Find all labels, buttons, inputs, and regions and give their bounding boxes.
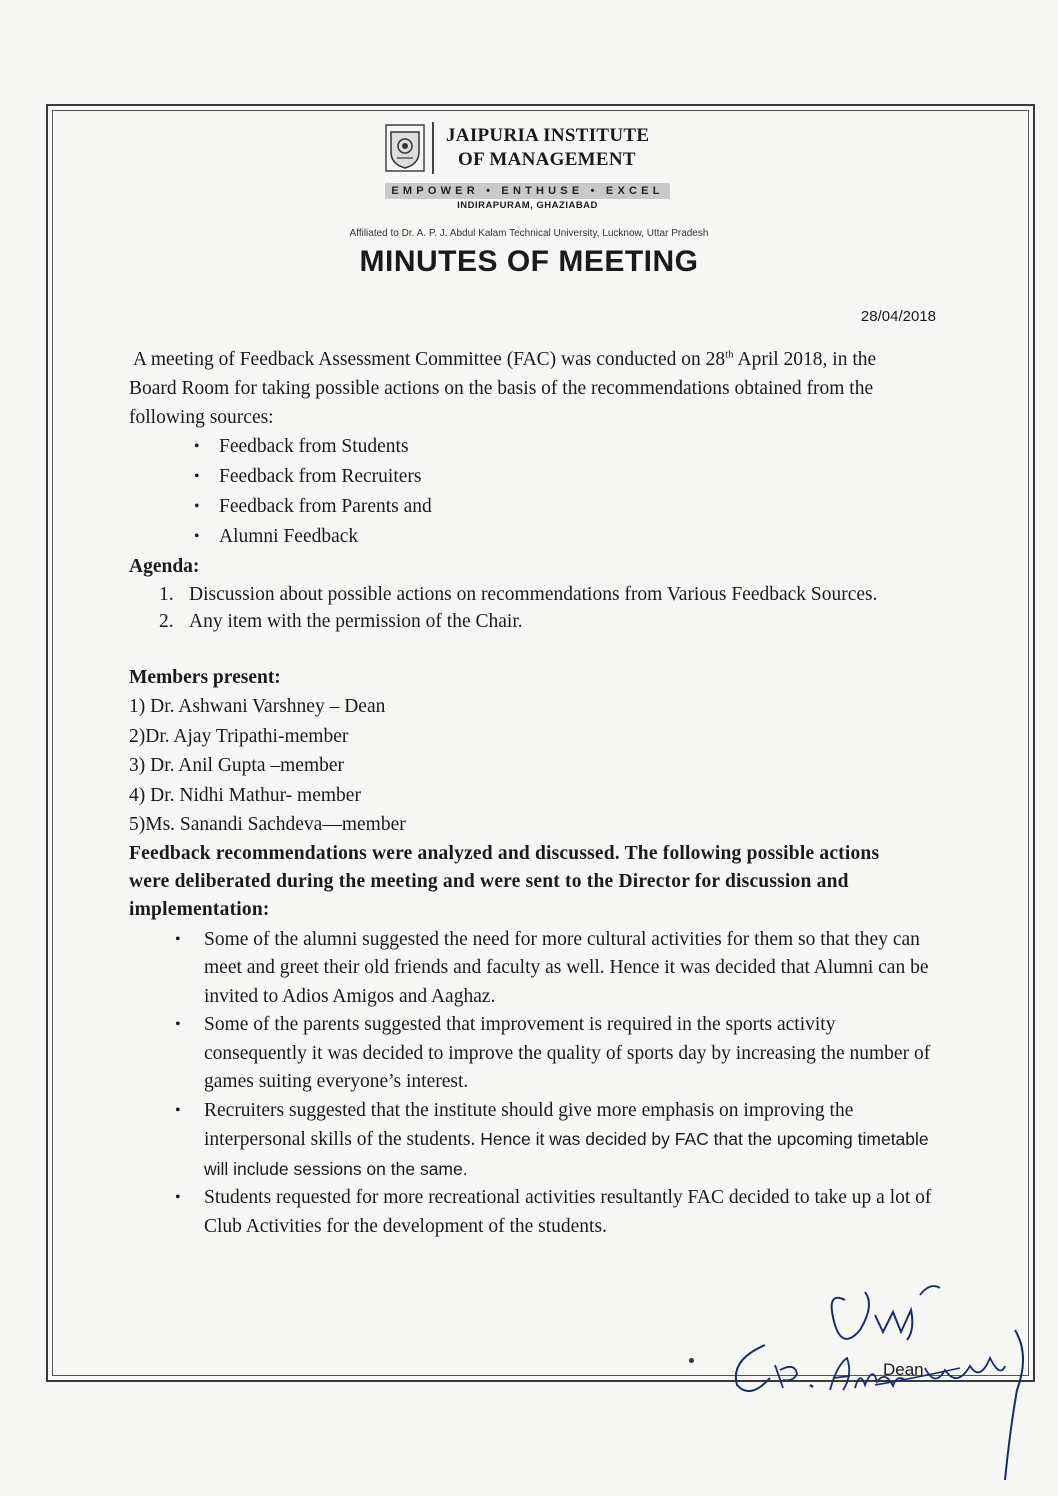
members-heading: Members present:: [129, 667, 281, 688]
agenda-number: 1.: [159, 584, 174, 605]
handwritten-signature-icon: [725, 1270, 1035, 1490]
affiliation-line: Affiliated to Dr. A. P. J. Abdul Kalam Technical University, Lucknow, Uttar Pradesh: [349, 228, 709, 239]
agenda-text: Discussion about possible actions on recommendations from Various Feedback Sources.: [189, 584, 878, 605]
agenda-heading: Agenda:: [129, 556, 200, 577]
institute-name: [446, 124, 649, 172]
list-item: [204, 926, 939, 1012]
minutes-body: [129, 345, 932, 1241]
institute-tagline: EMPOWER • ENTHUSE • EXCEL: [385, 183, 670, 199]
intro-text-part1: A meeting of Feedback Assessment Committee (FAC) was conducted on 28: [133, 349, 726, 370]
stray-mark: [689, 1358, 694, 1363]
action-text: Students requested for more recreational activities resultantly FAC decided to take up a lot of Club Activities for the development of the students.: [204, 1187, 932, 1237]
list-item: • Alumni Feedback: [219, 522, 909, 552]
action-text: Some of the alumni suggested the need for more cultural activities for them so that they can meet and greet their old friends and faculty as well. Hence it was decided that Alumni can be invited to Adios Amigos and Aaghaz.: [204, 928, 929, 1007]
member-entry: 5)Ms. Sanandi Sachdeva—member: [129, 814, 406, 835]
intro-paragraph: [129, 345, 909, 432]
member-entry: 4) Dr. Nidhi Mathur- member: [129, 784, 361, 806]
intro-text-part2: April 2018, in the Board Room for taking possible actions on the basis of the recommendations obtained from the following sources:: [129, 349, 877, 428]
action-text: Some of the parents suggested that improvement is required in the sports activity consequently it was decided to improve the quality of sports day by increasing the number of games suiting everyone’s interest.: [204, 1014, 931, 1092]
action-text-typed: Hence it was decided by FAC that the upcoming timetable will include sessions on the same.: [204, 1129, 929, 1179]
action-text: Recruiters suggested that the institute should give more emphasis on improving the interpersonal skills of the students.: [204, 1099, 854, 1150]
institute-location: INDIRAPURAM, GHAZIABAD: [457, 200, 598, 211]
list-item: [204, 1097, 939, 1185]
logo-divider: [432, 122, 434, 174]
feedback-sources-list: [129, 432, 909, 552]
analysis-statement: Feedback recommendations were analyzed and discussed. The following possible actions were deliberated during the meeting and were sent to the Director for discussion and implementation:: [129, 842, 880, 920]
meeting-date: 28/04/2018: [860, 308, 936, 325]
list-item: • Feedback from Recruiters: [219, 462, 909, 492]
agenda-list: [129, 581, 909, 635]
agenda-text: Any item with the permission of the Chair.: [189, 611, 523, 632]
actions-list: [129, 926, 939, 1242]
agenda-number: 2.: [159, 611, 174, 632]
member-entry: 1) Dr. Ashwani Varshney – Dean: [129, 696, 386, 717]
document-title: MINUTES OF MEETING: [359, 245, 699, 278]
list-item: • Feedback from Parents and: [219, 492, 909, 522]
list-item: [204, 1184, 939, 1241]
list-item: • Feedback from Students: [219, 432, 909, 462]
institute-name-line2: OF MANAGEMENT: [458, 149, 636, 170]
list-item: [159, 608, 909, 635]
list-item: [204, 1011, 939, 1097]
intro-superscript: th: [725, 348, 734, 361]
list-item: [159, 581, 909, 608]
member-entry: 3) Dr. Anil Gupta –member: [129, 755, 345, 776]
institute-logo-icon: [385, 124, 425, 172]
member-entry: 2)Dr. Ajay Tripathi-member: [129, 725, 349, 747]
signatory-title: Dean: [883, 1360, 924, 1379]
institute-name-line1: JAIPURIA INSTITUTE: [446, 125, 650, 146]
